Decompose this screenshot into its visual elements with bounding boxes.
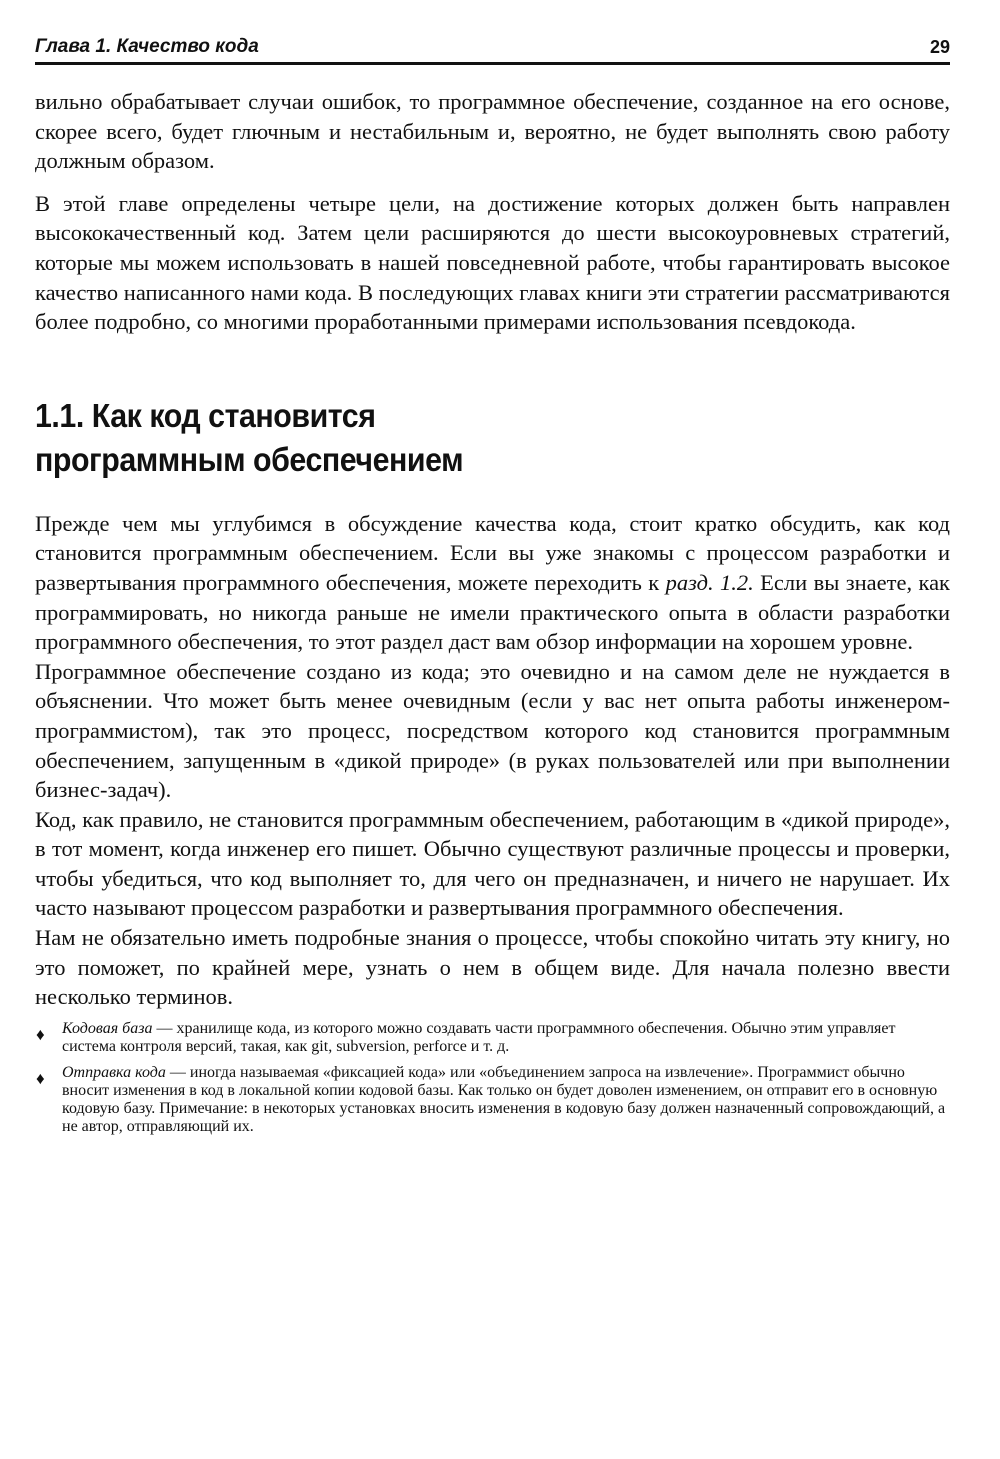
term-definition: — хранилище кода, из которого можно создавать части программного обеспечения. Обычно этим управляет система контроля версий, такая, как git, subversion, perforce и т. д. — [62, 1019, 896, 1055]
paragraph-continuation: вильно обрабатывает случаи ошибок, то программное обеспечение, созданное на его основе, скорее всего, будет глючным и нестабильным и, вероятно, не будет выполнять свою работу должным образом. — [35, 89, 950, 174]
diamond-bullet-icon: ♦ — [36, 1068, 45, 1088]
terms-list — [35, 1020, 950, 1136]
section-heading — [35, 394, 495, 482]
term-codebase: Кодовая база — [62, 1019, 153, 1037]
paragraph-chapter-overview: В этой главе определены четыре цели, на достижение которых должен быть направлен высококачественный код. Затем цели расширяются до шести высокоуровневых стратегий, которые мы можем использовать в нашей повседневной работе, чтобы гарантировать высокое качество написанного нами кода. В последующих главах книги эти стратегии рассматриваются более подробно, со многими проработанными примерами использования псевдокода. — [35, 190, 950, 335]
paragraph-intro-text-a: Прежде чем мы углубимся в обсуждение качества кода, стоит кратко обсудить, как код становится программным обеспечением. Если вы уже знакомы с процессом разработки и развертывания программного обеспечения, можете переходить к — [35, 510, 950, 595]
section-reference: разд. 1.2. — [665, 569, 754, 595]
section-number: 1.1. — [35, 396, 84, 434]
paragraph-software-from-code: Программное обеспечение создано из кода; это очевидно и на самом деле не нуждается в объяснении. Что может быть менее очевидным (если у вас нет опыта работы инженером-программистом), так это процесс, посредством которого код становится программным обеспечением, запущенным в «дикой природе» (в руках пользователей или при выполнении бизнес-задач). — [35, 658, 950, 803]
book-page — [35, 36, 950, 1144]
page-number: 29 — [929, 37, 950, 57]
section-title-line1: Как код становится — [91, 396, 376, 434]
paragraph-terms-intro: Нам не обязательно иметь подробные знания о процессе, чтобы спокойно читать эту книгу, но это поможет, по крайней мере, узнать о нем в общем виде. Для начала полезно ввести несколько терминов. — [35, 925, 950, 1010]
chapter-title: Глава 1. Качество кода — [35, 36, 259, 57]
list-item — [35, 1064, 950, 1136]
term-code-submission: Отправка кода — [62, 1063, 166, 1081]
section-title-line2: программным обеспечением — [35, 440, 464, 478]
diamond-bullet-icon: ♦ — [36, 1024, 45, 1044]
running-header — [35, 36, 950, 65]
paragraph-intro-text-b: Если вы знаете, как программировать, но никогда раньше не имели практического опыта в области разработки программного обеспечения, то этот раздел даст вам обзор информации на хорошем уровне. — [35, 569, 950, 655]
list-item — [35, 1020, 950, 1056]
paragraph-deployment-process: Код, как правило, не становится программным обеспечением, работающим в «дикой природе», в тот момент, когда инженер его пишет. Обычно существуют различные процессы и проверки, чтобы убедиться, что код выполняет то, для чего он предназначен, и ничего не нарушает. Их часто называют процессом разработки и развертывания программного обеспечения. — [35, 806, 950, 921]
paragraph-intro — [35, 509, 950, 657]
term-definition: — иногда называемая «фиксацией кода» или «объединением запроса на извлечение». Программист обычно вносит изменения в код в локальной копии кодовой базы. Как только он будет доволен изменением, он отправит его в основную кодовую базу. Примечание: в некоторых установках вносить изменения в кодовую базу должен назначенный сопровождающий, а не автор, отправляющий их. — [62, 1063, 946, 1135]
